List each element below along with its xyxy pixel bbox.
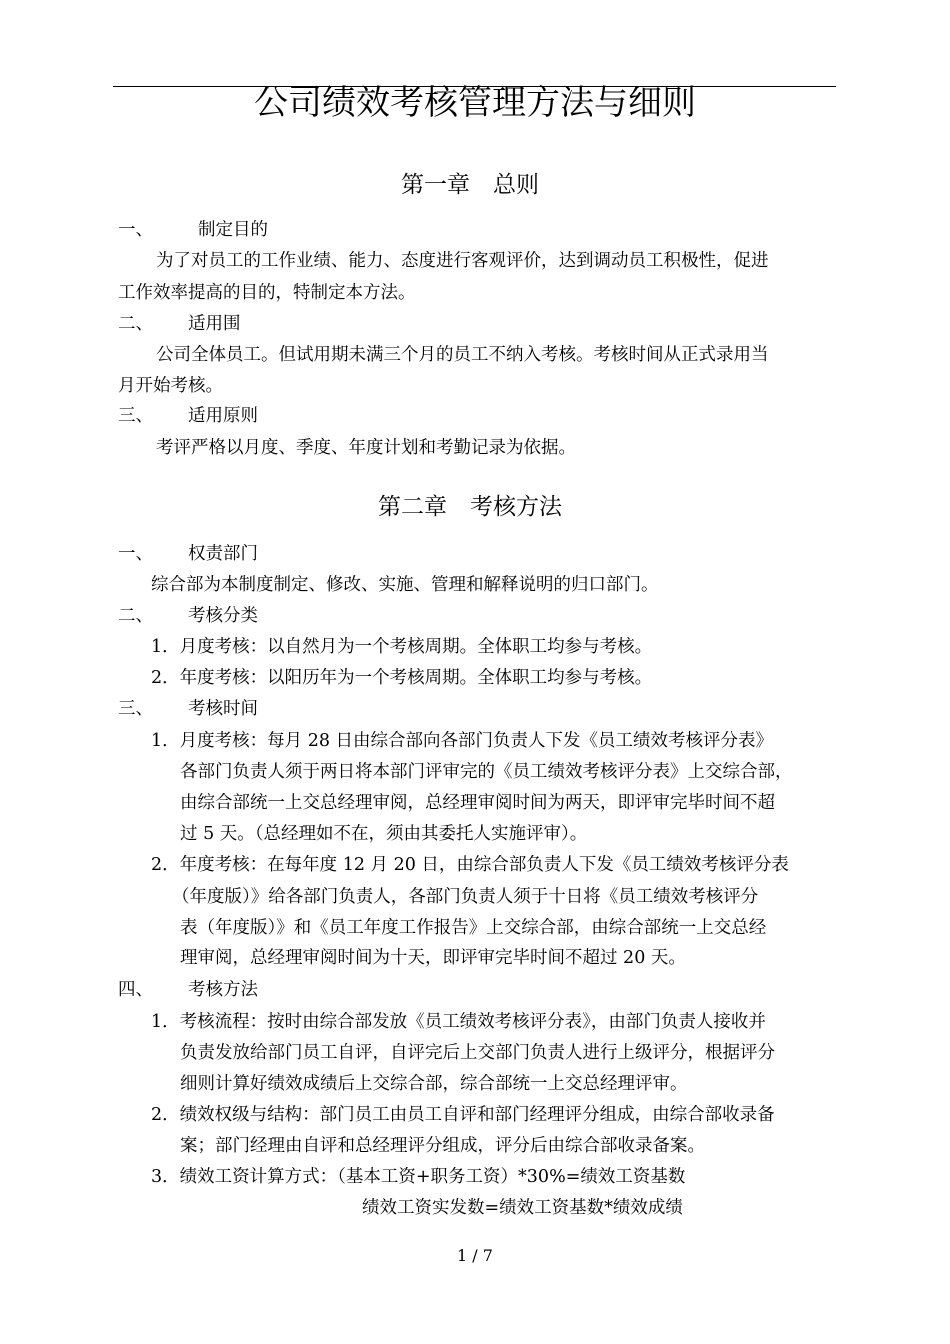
list-item: 2．绩效权级与结构：部门员工由员工自评和部门经理评分组成，由综合部收录备 [151,1105,775,1125]
section-title: 考核时间 [188,699,258,719]
section-number: 一、 [118,220,153,240]
section-heading [118,604,258,628]
section-heading [118,312,241,336]
section-number: 二、 [118,314,153,334]
list-item-continuation: 细则计算好绩效成绩后上交综合部，综合部统一上交总经理评审。 [180,1074,688,1094]
list-item: 2．年度考核：以阳历年为一个考核周期。全体职工均参与考核。 [151,668,653,688]
list-item-continuation: 理审阅，总经理审阅时间为十天，即评审完毕时间不超过 20 天。 [180,948,686,968]
list-item: 2．年度考核：在每年度 12 月 20 日，由综合部负责人下发《员工绩效考核评分表 [151,855,789,875]
list-item-continuation: 案；部门经理由自评和总经理评分组成，评分后由综合部收录备案。 [180,1136,705,1156]
section-heading [118,542,258,566]
section-heading [118,697,258,721]
section-title: 制定目的 [198,220,268,240]
list-item-continuation: 由综合部统一上交总经理审阅，总经理审阅时间为两天，即评审完毕时间不超 [180,793,775,813]
paragraph-line: 工作效率提高的目的，特制定本方法。 [118,283,416,303]
section-number: 四、 [118,980,153,1000]
list-item-continuation: （年度版）》给各部门负责人，各部门负责人须于十日将《员工绩效考核评分 [172,887,759,907]
page-number: 1 / 7 [457,1246,493,1265]
chapter-2-heading: 第二章 考核方法 [378,494,562,520]
section-number: 三、 [118,699,153,719]
list-item-continuation: 各部门负责人须于两日将本部门评审完的《员工绩效考核评分表》上交综合部， [180,762,793,782]
section-title: 考核分类 [188,606,258,626]
list-item: 1．月度考核：每月 28 日由综合部向各部门负责人下发《员工绩效考核评分表》 [151,731,774,751]
list-item-continuation: 过 5 天。（总经理如不在，须由其委托人实施评审）。 [180,824,588,844]
list-item: 1．考核流程：按时由综合部发放《员工绩效考核评分表》，由部门负责人接收并 [151,1012,766,1032]
paragraph-line: 月开始考核。 [118,376,223,396]
section-title: 考核方法 [188,980,258,1000]
paragraph-line: 为了对员工的工作业绩、能力、态度进行客观评价，达到调动员工积极性，促进 [156,251,769,271]
section-number: 三、 [118,406,153,426]
list-item-continuation: 表（年度版）》和《员工年度工作报告》上交综合部，由综合部统一上交总经 [180,918,767,938]
paragraph-line: 综合部为本制度制定、修改、实施、管理和解释说明的归口部门。 [151,575,659,595]
section-number: 二、 [118,606,153,626]
formula-line: 绩效工资实发数=绩效工资基数*绩效成绩 [362,1198,683,1218]
section-title: 权责部门 [188,544,258,564]
paragraph-line: 公司全体员工。但试用期未满三个月的员工不纳入考核。考核时间从正式录用当 [156,345,769,365]
section-heading [118,404,258,428]
section-heading [118,218,268,242]
section-title: 适用围 [188,314,241,334]
section-heading [118,978,258,1002]
list-item: 3．绩效工资计算方式：（基本工资+职务工资）*30%=绩效工资基数 [151,1167,686,1187]
list-item-continuation: 负责发放给部门员工自评，自评完后上交部门负责人进行上级评分，根据评分 [180,1043,775,1063]
section-title: 适用原则 [188,406,258,426]
section-number: 一、 [118,544,153,564]
paragraph-line: 考评严格以月度、季度、年度计划和考勤记录为依据。 [156,438,576,458]
list-item: 1．月度考核：以自然月为一个考核周期。全体职工均参与考核。 [151,637,653,657]
chapter-1-heading: 第一章 总则 [401,172,539,198]
document-title: 公司绩效考核管理方法与细则 [254,83,696,123]
